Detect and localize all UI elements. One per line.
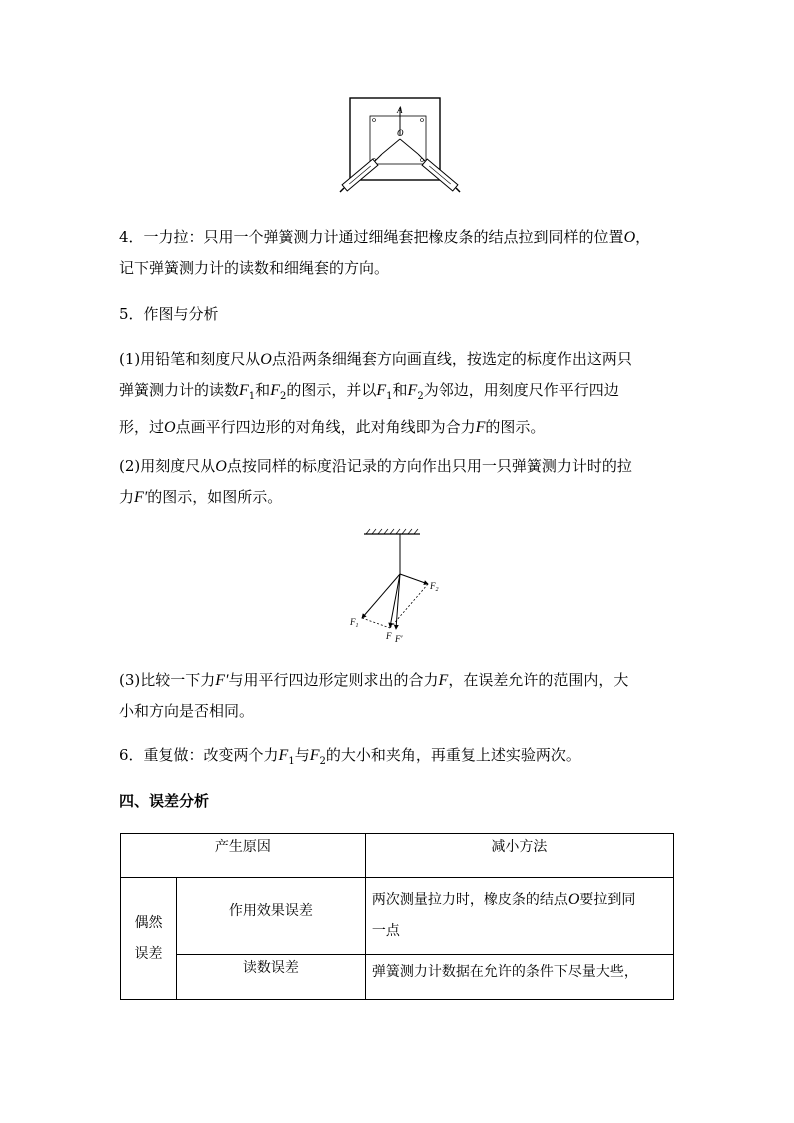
- row1-method-text-a: 两次测量拉力时，橡皮条的结点: [371, 892, 568, 908]
- sub-2: 2: [417, 391, 424, 402]
- label-a: A: [397, 105, 403, 115]
- paper-sheet: [370, 116, 426, 164]
- var-f1: F: [376, 382, 387, 399]
- f1-vector: [362, 574, 400, 618]
- experiment-board-figure: [330, 96, 470, 208]
- sub3-text-1: (3)比较一下力: [119, 671, 216, 689]
- step4-number: 4．: [119, 228, 144, 246]
- row2-cause-label: 读数误差: [242, 960, 299, 976]
- var-o: O: [215, 458, 227, 475]
- row1-method-text-b: 要拉到同: [579, 892, 636, 908]
- sub2-text-2: 点按同样的标度沿记录的方向作出只用一只弹簧测力计时的拉: [226, 457, 632, 475]
- string-left: [382, 139, 400, 154]
- var-f2: F: [270, 382, 280, 399]
- sub-1: 1: [386, 391, 393, 402]
- sub3-text-4: 小和方向是否相同。: [119, 702, 255, 720]
- label-f-prime: F′: [395, 634, 403, 644]
- group-label-line1: 偶然: [134, 914, 163, 931]
- sub-1: 1: [288, 756, 295, 767]
- sub1-text-10: 的图示。: [485, 418, 546, 436]
- label-f1: $F_1$: [350, 617, 359, 629]
- force-parallelogram-figure: [344, 528, 454, 648]
- error-analysis-table: [120, 833, 674, 1000]
- group-cell: [121, 878, 177, 1000]
- sub1-text-6: 和: [392, 381, 408, 399]
- sub-1: 1: [248, 391, 256, 402]
- sub1-text-9: 点画平行四边形的对角线，此对角线即为合力: [175, 418, 476, 436]
- step6-text-3: 的大小和夹角，再重复上述实验两次。: [325, 746, 581, 764]
- sub1-text-1: (1)用铅笔和刻度尺从: [119, 350, 261, 368]
- row2-method-text: 弹簧测力计数据在允许的条件下尽量大些，: [371, 964, 638, 980]
- sub3-paragraph: [119, 665, 679, 727]
- dashed-side-2: [390, 584, 428, 628]
- step6-text-2: 与: [294, 746, 310, 764]
- step4-text-b: ，: [635, 228, 651, 246]
- label-f2: $F_2$: [430, 581, 439, 593]
- step4-line2: 记下弹簧测力计的读数和细绳套的方向。: [119, 259, 390, 277]
- pin-top-right: [421, 119, 424, 122]
- sub1-text-2: 点沿两条细绳套方向画直线，按选定的标度作出这两只: [271, 350, 632, 368]
- sub2-text-1: (2)用刻度尺从: [119, 457, 216, 475]
- sub2-paragraph: [119, 451, 679, 513]
- row1-cause: [177, 878, 366, 955]
- dashed-side-1: [362, 618, 390, 628]
- sub-2: 2: [279, 391, 287, 402]
- label-f: F: [386, 631, 392, 641]
- label-o: O: [397, 128, 404, 138]
- spring-scale-left: [340, 154, 382, 192]
- var-f2: F: [407, 382, 418, 399]
- row2-cause: [177, 955, 366, 1000]
- var-f: F: [438, 672, 449, 689]
- header-method-label: 减小方法: [491, 839, 548, 855]
- string-right: [400, 139, 418, 154]
- f2-vector: [400, 574, 428, 584]
- sub1-text-7: 为邻边，用刻度尺作平行四边: [423, 381, 619, 399]
- sub2-text-3: 力: [119, 488, 135, 506]
- var-f1: F: [239, 382, 249, 399]
- pin-top-left: [373, 119, 376, 122]
- sub1-text-5: 的图示，并以: [286, 381, 377, 399]
- row1-method-text-c: 一点: [371, 923, 400, 939]
- spring-scale-right: [418, 154, 460, 192]
- ceiling-hatch: [366, 529, 418, 534]
- header-cause: [121, 834, 366, 878]
- group-label-line2: 误差: [134, 945, 163, 962]
- section4-heading: 四、误差分析: [119, 792, 210, 810]
- var-o: O: [567, 891, 580, 908]
- var-o: O: [623, 229, 636, 246]
- row1-method: [365, 878, 673, 955]
- row2-method: [365, 955, 673, 1000]
- var-o: O: [164, 419, 176, 436]
- header-cause-label: 产生原因: [214, 839, 271, 855]
- row1-cause-label: 作用效果误差: [228, 903, 313, 919]
- step5-title: 5．作图与分析: [119, 305, 219, 323]
- sub3-text-3: ，在误差允许的范围内，大: [448, 671, 629, 689]
- step6-text-1: 6．重复做：改变两个力: [119, 746, 279, 764]
- sub3-text-2: 与用平行四边形定则求出的合力: [228, 671, 439, 689]
- sub-2: 2: [319, 756, 326, 767]
- header-method: [365, 834, 673, 878]
- var-o: O: [260, 351, 272, 368]
- sub1-text-8: 形，过: [119, 418, 165, 436]
- var-f: F: [475, 419, 486, 436]
- var-f-prime: F′: [215, 672, 229, 689]
- step4-paragraph: [119, 222, 679, 284]
- step6-paragraph: [119, 740, 679, 777]
- step4-text-a: 一力拉：只用一个弹簧测力计通过细绳套把橡皮条的结点拉到同样的位置: [143, 228, 624, 246]
- sub1-text-4: 和: [255, 381, 271, 399]
- var-f-prime: F′: [134, 489, 148, 506]
- sub2-text-4: 的图示，如图所示。: [147, 488, 283, 506]
- var-f2: F: [309, 747, 320, 764]
- sub1-paragraph: [119, 344, 679, 443]
- var-f1: F: [278, 747, 289, 764]
- sub1-text-3: 弹簧测力计的读数: [119, 381, 240, 399]
